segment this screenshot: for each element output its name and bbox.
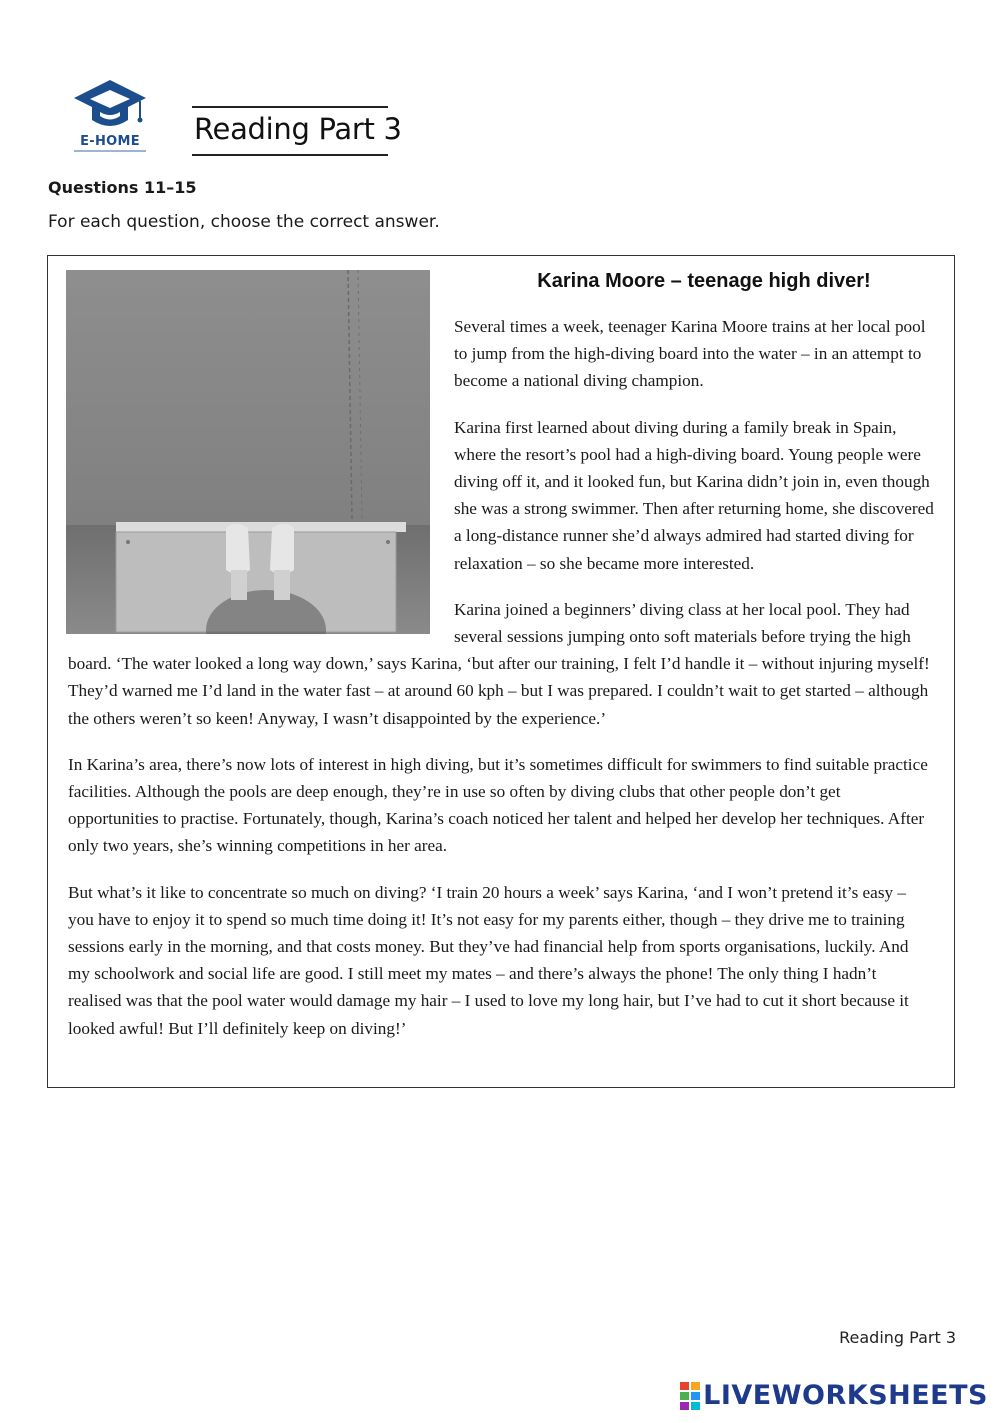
liveworksheets-logo-icon xyxy=(680,1382,700,1410)
title-rule-top xyxy=(192,106,388,108)
questions-heading: Questions 11–15 xyxy=(48,178,197,197)
logo-text: E-HOME xyxy=(80,134,140,149)
title-rule-bottom xyxy=(192,154,388,156)
footer-page-label: Reading Part 3 xyxy=(839,1328,956,1347)
article-paragraph-2: Karina first learned about diving during a family break in Spain, where the resort’s pool had a high-diving board. Young people were diving off it, and it looked fun, but Karina didn’t join in, even though she was a strong swimmer. Then after returning home, she discovered a long-distance runner she’d always admired had started diving for relaxation – so she became more interested. xyxy=(454,417,934,573)
article-paragraph-5: But what’s it like to concentrate so much on diving? ‘I train 20 hours a week’ says Karina, ‘and I won’t pretend it’s easy – you have to enjoy it to spend so much time doing it! It’s not easy for my parents either, though – they drive me to training sessions early in the morning, and that costs money. But they’ve had financial help from sports organisations, luckily. And my schoolwork and social life are good. I still meet my mates – and there’s always the phone! The only thing I hadn’t realised was that the pool water would damage my hair – I used to love my long hair, but I’ve had to cut it short because it looked awful! But I’ll definitely keep on diving!’ xyxy=(68,882,909,1038)
logo-tagline-line xyxy=(74,150,146,152)
diving-board-photo xyxy=(66,270,430,634)
instruction-text: For each question, choose the correct answer. xyxy=(48,212,440,232)
ehome-logo xyxy=(70,78,150,156)
liveworksheets-brand[interactable] xyxy=(680,1380,988,1411)
article-box xyxy=(47,255,955,1088)
article-paragraph-1: Several times a week, teenager Karina Moore trains at her local pool to jump from the high-diving board into the water – in an attempt to become a national diving champion. xyxy=(454,317,926,391)
article-paragraph-3: Karina joined a beginners’ diving class at her local pool. They had several sessions jumping onto soft materials before trying the high board. ‘The water looked a long way down,’ says Karina, ‘but after our training, I felt I’d handle it – without injuring myself! They’d warned me I’d land in the water fast – at around 60 kph – but I was prepared. I couldn’t wait to get started – although the others weren’t so keen! Anyway, I wasn’t disappointed by the experience.’ xyxy=(68,599,930,728)
liveworksheets-text: LIVEWORKSHEETS xyxy=(703,1380,988,1411)
page-title: Reading Part 3 xyxy=(194,112,402,146)
graduation-cap-e-icon xyxy=(70,78,150,136)
article-title: Karina Moore – teenage high diver! xyxy=(537,270,871,292)
article-paragraph-4: In Karina’s area, there’s now lots of interest in high diving, but it’s sometimes difficult for swimmers to find suitable practice facilities. Although the pools are deep enough, they’re in use so often by diving clubs that other people don’t get opportunities to practise. Fortunately, though, Karina’s coach noticed her talent and helped her develop her techniques. After only two years, she’s winning competitions in her area. xyxy=(68,754,928,856)
diving-board-illustration xyxy=(66,270,430,634)
